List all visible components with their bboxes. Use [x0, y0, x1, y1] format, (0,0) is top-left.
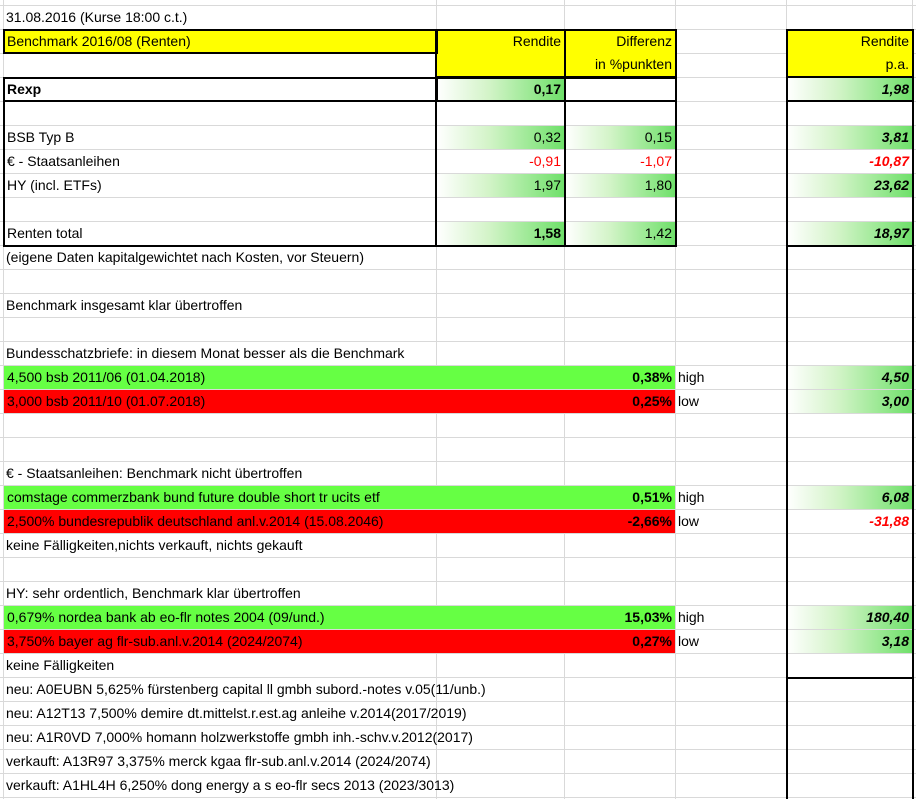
row-staat-pa: -10,87 [869, 153, 909, 169]
staat-high-tag: high [678, 489, 705, 505]
total-rendite: 1,58 [437, 222, 564, 245]
pa-column-right-border [912, 77, 914, 799]
bsb-high-pa: 4,50 [787, 366, 912, 389]
pa-column-left-border [786, 77, 788, 799]
bsb-high-tag: high [678, 369, 705, 385]
hy-change-2: neu: A12T13 7,500% demire dt.mittelst.r.est.ag anleihe v.2014(2017/2019) [6, 705, 467, 721]
hy-high-label: 0,679% nordea bank ab eo-flr notes 2004 (09/und.) [4, 606, 564, 629]
hy-heading: HY: sehr ordentlich, Benchmark klar übertroffen [6, 585, 301, 601]
staat-low-label: 2,500% bundesrepublik deutschland anl.v.2014 (15.08.2046) [4, 510, 564, 533]
differenz-header [565, 30, 675, 77]
differenz-label: Differenz [616, 33, 672, 49]
hy-change-4: verkauft: A13R97 3,375% merck kgaa flr-sub.anl.v.2014 (2024/2074) [6, 753, 431, 769]
hy-low-pa: 3,18 [787, 630, 912, 653]
bsb-high-label: 4,500 bsb 2011/06 (01.04.2018) [4, 366, 564, 389]
hy-low-label: 3,750% bayer ag flr-sub.anl.v.2014 (2024/2074) [4, 630, 564, 653]
staat-note: keine Fälligkeiten,nichts verkauft, nichts gekauft [6, 537, 303, 553]
staat-low-pa: -31,88 [869, 513, 909, 529]
row-staat-rendite: -0,91 [529, 153, 561, 169]
staat-heading: € - Staatsanleihen: Benchmark nicht übertroffen [6, 465, 303, 481]
staat-low-tag: low [678, 513, 700, 529]
note-line: (eigene Daten kapitalgewichtet nach Kosten, vor Steuern) [6, 249, 364, 265]
row-staat-label: € - Staatsanleihen [7, 153, 120, 169]
bsb-low-pa: 3,00 [787, 390, 912, 413]
staat-high-label: comstage commerzbank bund future double short tr ucits etf [4, 486, 564, 509]
table-divider-2 [564, 100, 566, 247]
row-bsb-rendite: 0,32 [437, 126, 564, 149]
bsb-high-pct: 0,38% [564, 366, 675, 389]
pa-rexp-bottom-border [786, 100, 914, 102]
row-bsb-label: BSB Typ B [7, 129, 75, 145]
rexp-rendite: 0,17 [437, 78, 564, 101]
bsb-low-label: 3,000 bsb 2011/10 (01.07.2018) [4, 390, 564, 413]
rendite-pa-label: Rendite [860, 33, 909, 49]
staat-high-pa: 6,08 [787, 486, 912, 509]
prozentpunkte-label: in %punkten [594, 56, 672, 72]
bsb-low-pct: 0,25% [564, 390, 675, 413]
hy-change-3: neu: A1R0VD 7,000% homann holzwerkstoffe gmbh inh.-schv.v.2012(2017) [6, 729, 473, 745]
rexp-pa: 1,98 [787, 78, 912, 101]
row-bsb-pa: 3,81 [787, 126, 912, 149]
rendite-pa-header [787, 30, 912, 77]
row-hy-rendite: 1,97 [437, 174, 564, 197]
row-hy-pa: 23,62 [787, 174, 912, 197]
rendite-header: Rendite [437, 30, 564, 77]
hy-low-pct: 0,27% [564, 630, 675, 653]
row-staat-diff: -1,07 [640, 153, 672, 169]
total-pa: 18,97 [787, 222, 912, 245]
hy-low-tag: low [678, 633, 700, 649]
bsb-heading: Bundesschatzbriefe: in diesem Monat besser als die Benchmark [6, 345, 405, 361]
total-diff: 1,42 [565, 222, 675, 245]
pa-label: p.a. [885, 56, 909, 72]
staat-high-pct: 0,51% [564, 486, 675, 509]
bsb-low-tag: low [678, 393, 700, 409]
row-hy-diff: 1,80 [565, 174, 675, 197]
pa-hy-bottom-border [786, 677, 914, 679]
hy-high-tag: high [678, 609, 705, 625]
row-bsb-diff: 0,15 [565, 126, 675, 149]
staat-low-pct: -2,66% [564, 510, 675, 533]
hy-change-5: verkauft: A1HL4H 6,250% dong energy a s eo-flr secs 2013 (2023/3013) [6, 777, 455, 793]
date-line: 31.08.2016 (Kurse 18:00 c.t.) [6, 9, 188, 25]
row-hy-label: HY (incl. ETFs) [7, 177, 102, 193]
hy-change-1: neu: A0EUBN 5,625% fürstenberg capital ll gmbh subord.-notes v.05(11/unb.) [6, 681, 486, 697]
summary-line: Benchmark insgesamt klar übertroffen [6, 297, 243, 313]
hy-high-pa: 180,40 [787, 606, 912, 629]
pa-total-bottom-border [786, 245, 914, 247]
rexp-label: Rexp [7, 81, 42, 97]
total-label: Renten total [7, 225, 83, 241]
hy-high-pct: 15,03% [564, 606, 675, 629]
benchmark-title: Benchmark 2016/08 (Renten) [4, 30, 436, 53]
hy-note: keine Fälligkeiten [6, 657, 115, 673]
table-divider-1 [435, 100, 437, 247]
